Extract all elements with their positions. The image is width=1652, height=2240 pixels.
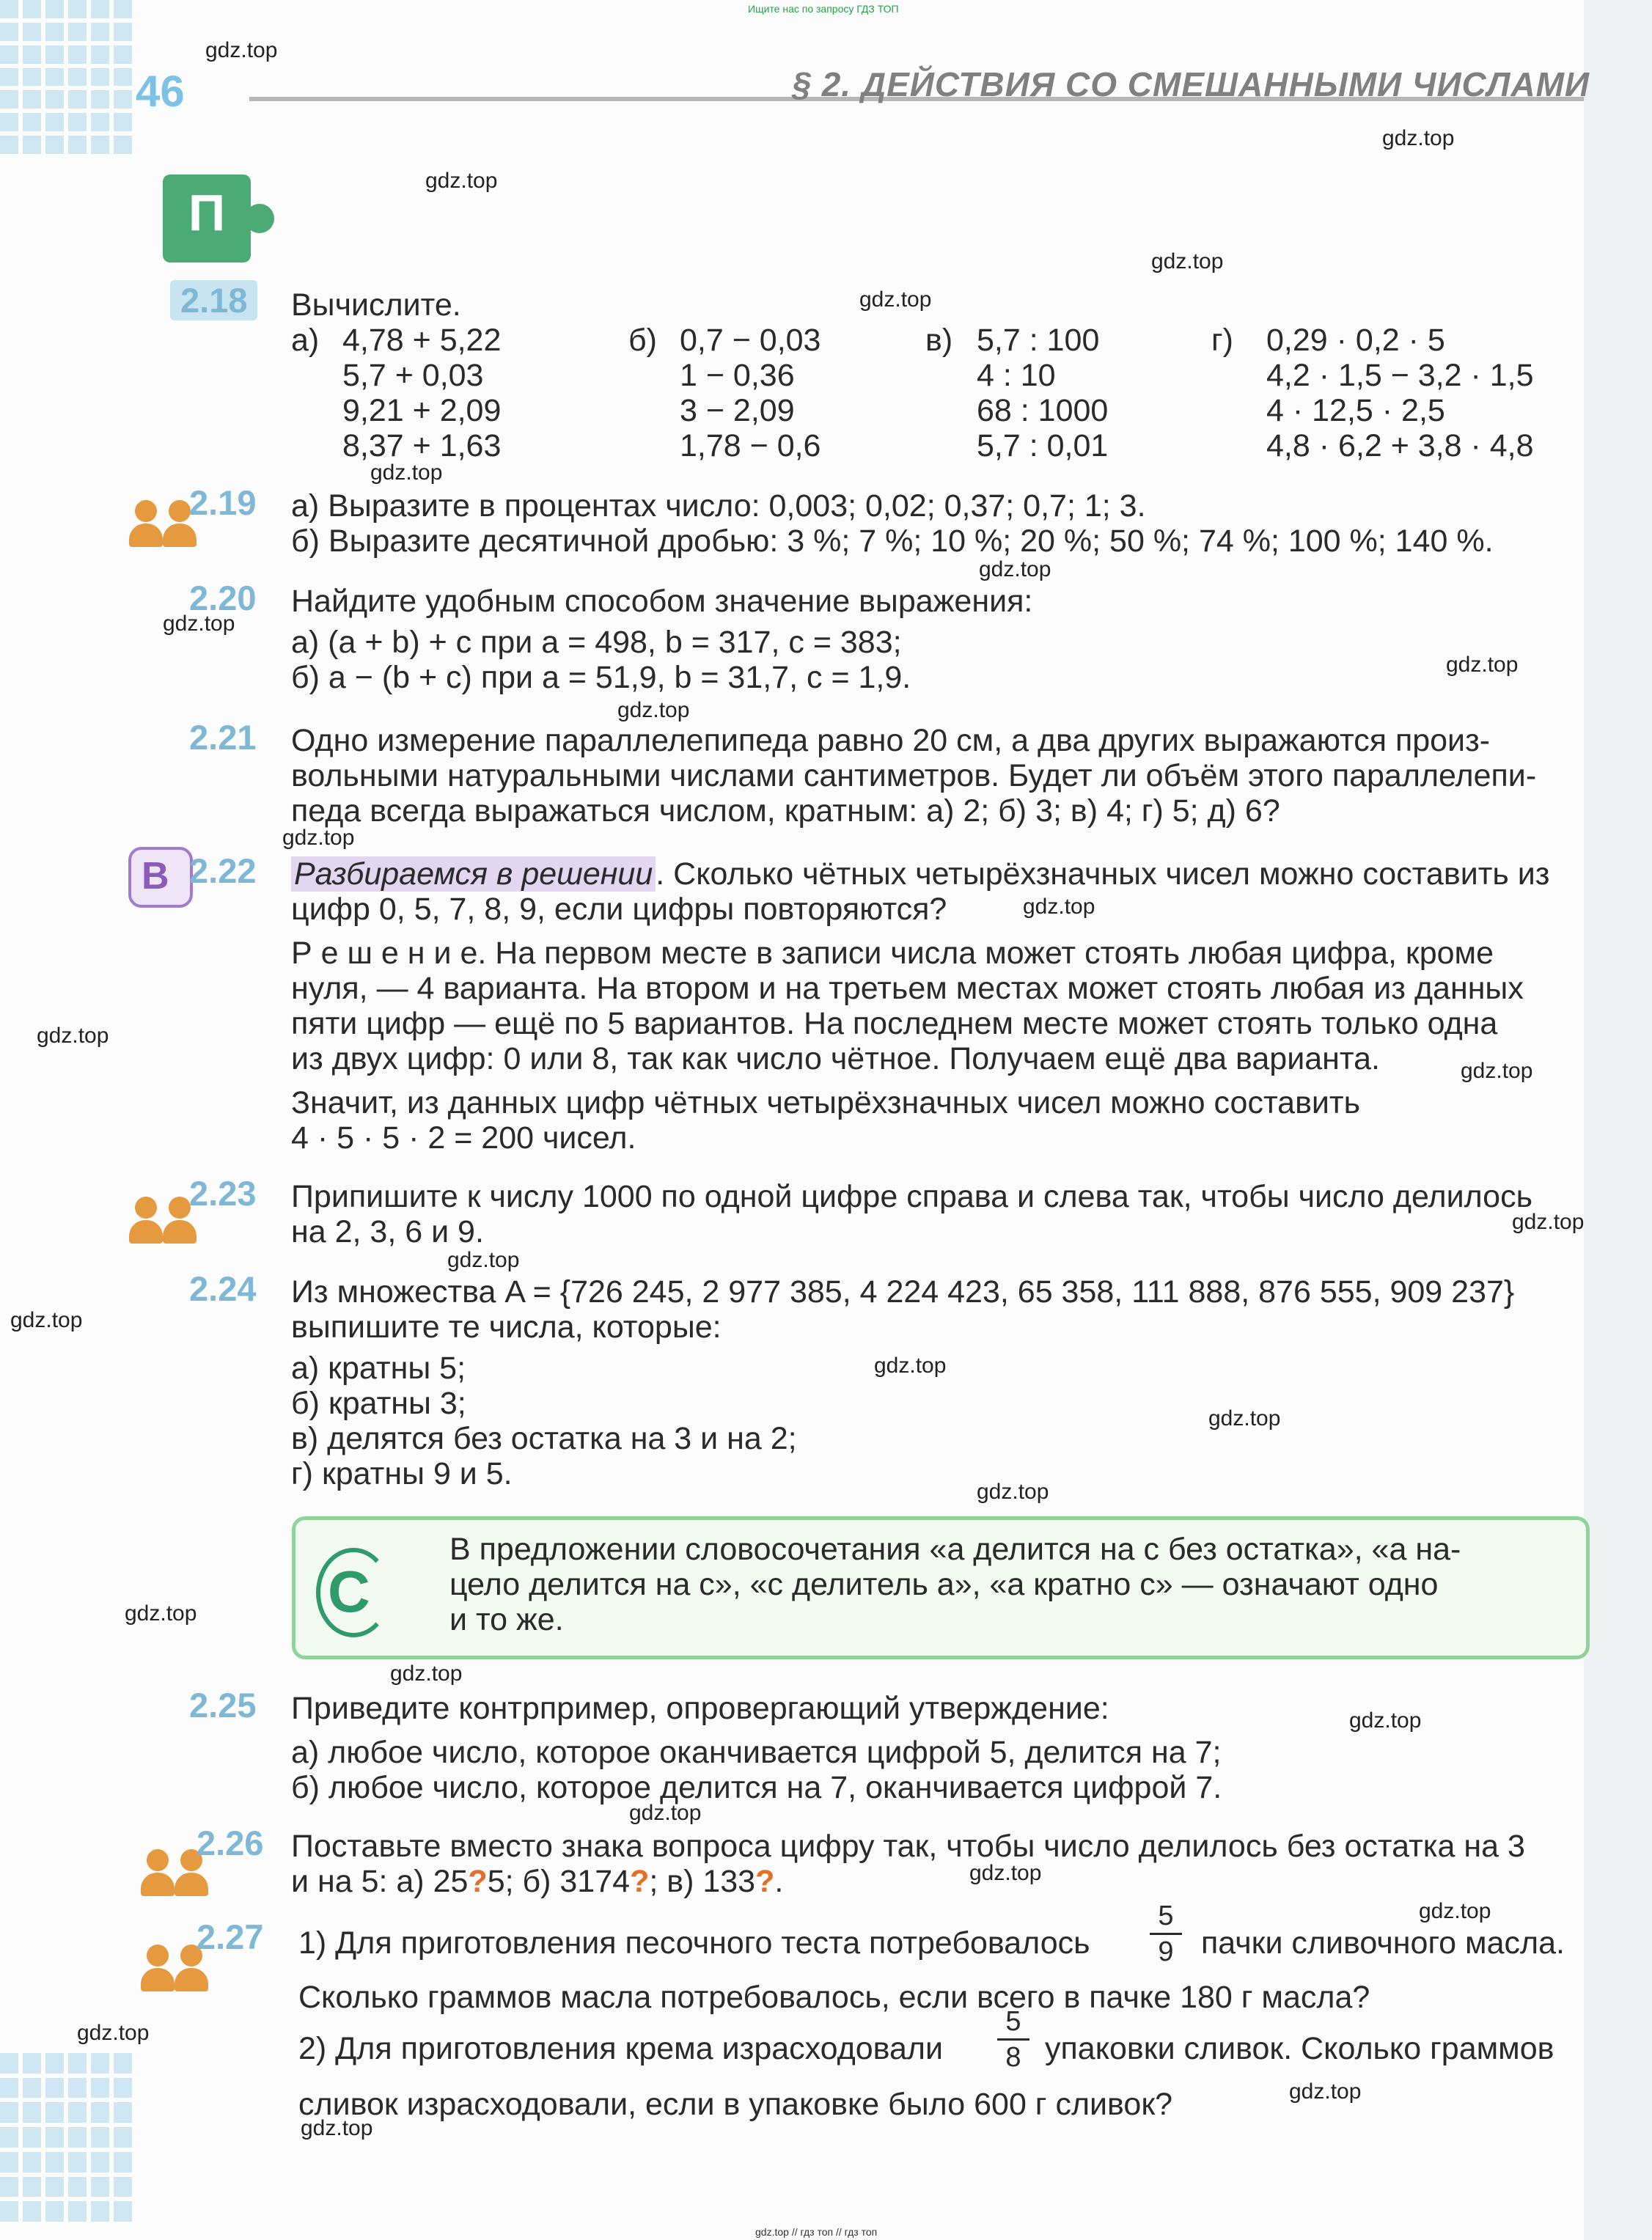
watermark: gdz.top [163,612,235,636]
solution-text: Р е ш е н и е. На первом месте в записи числа может стоять любая цифра, кроме [291,936,1494,971]
problem-text: б) Выразите десятичной дробью: 3 %; 7 %; 10 %; 20 %; 50 %; 74 %; 100 %; 140 %. [291,524,1494,559]
watermark: gdz.top [1512,1210,1585,1234]
fraction: 5 9 [1150,1901,1182,1967]
watermark: gdz.top [1382,126,1455,150]
problem-number: 2.24 [189,1269,257,1308]
watermark: gdz.top [617,698,690,722]
problem-text: Сколько граммов масла потребовалось, если всего в пачке 180 г масла? [298,1980,1370,2015]
note-text: В предложении словосочетания «a делится на c без остатка», «a на- [449,1532,1461,1567]
problem-number: 2.23 [189,1174,257,1213]
watermark: gdz.top [205,38,278,62]
problem-title: Приведите контрпример, опровергающий утверждение: [291,1691,1109,1726]
problem-number: 2.19 [189,483,257,522]
problem-title: Вычислите. [291,287,461,323]
problem-text: а) любое число, которое оканчивается цифрой 5, делится на 7; [291,1735,1222,1770]
problem-text: цифр 0, 5, 7, 8, 9, если цифры повторяются? [291,892,947,927]
problem-text: Поставьте вместо знака вопроса цифру так, чтобы число делилось без остатка на 3 [291,1829,1525,1864]
highlight-label: Разбираемся в решении [291,856,656,892]
page-edge-shadow [1584,0,1652,2240]
problem-text: Одно измерение параллелепипеда равно 20 см, а два других выражаются произ- [291,723,1491,758]
watermark: gdz.top [282,826,355,850]
page-number: 46 [136,67,185,116]
problem-text: на 2, 3, 6 и 9. [291,1214,484,1249]
watermark: gdz.top [1461,1059,1533,1083]
watermark: gdz.top [977,1480,1049,1504]
problem-text: и на 5: а) 25?5; б) 3174?; в) 133?. [291,1864,784,1899]
section-title: § 2. ДЕЙСТВИЯ СО СМЕШАННЫМИ ЧИСЛАМИ [792,65,1590,103]
problem-text: б) a − (b + c) при a = 51,9, b = 31,7, c = 1,9. [291,660,911,695]
problem-text: в) делятся без остатка на 3 и на 2; [291,1421,797,1456]
watermark: gdz.top [37,1024,109,1048]
problem-number: 2.26 [197,1824,264,1862]
problem-number: 2.18 [170,280,257,320]
solution-text: 4 · 5 · 5 · 2 = 200 чисел. [291,1120,636,1156]
problem-text: выпишите те числа, которые: [291,1310,722,1345]
watermark: gdz.top [390,1661,463,1686]
problem-text: сливок израсходовали, если в упаковке было 600 г сливок? [298,2087,1173,2122]
problem-text: вольными натуральными числами сантиметров. Будет ли объём этого параллелепи- [291,758,1537,793]
problem-text: пачки сливочного масла. [1201,1925,1565,1961]
solution-text: Значит, из данных цифр чётных четырёхзначных чисел можно составить [291,1085,1361,1120]
watermark: gdz.top [77,2021,150,2045]
problem-text: педа всегда выражаться числом, кратным: а) 2; б) 3; в) 4; г) 5; д) 6? [291,793,1280,829]
solution-text: пяти цифр — ещё по 5 вариантов. На последнем месте может стоять только одна [291,1006,1498,1041]
problem-number: 2.22 [189,851,257,890]
problem-text: 1) Для приготовления песочного теста потребовалось [298,1925,1090,1961]
problem-text: б) кратны 3; [291,1386,466,1421]
problem-text: б) любое число, которое делится на 7, оканчивается цифрой 7. [291,1770,1222,1805]
problem-number: 2.20 [189,579,257,617]
watermark: gdz.top [301,2116,373,2140]
problem-text: Припишите к числу 1000 по одной цифре справа и слева так, чтобы число делилось [291,1179,1532,1214]
watermark: gdz.top [629,1801,702,1825]
note-badge-icon: С [316,1548,391,1637]
note-text: и то же. [449,1602,564,1637]
watermark: gdz.top [447,1248,520,1272]
problem-title: Найдите удобным способом значение выражения: [291,584,1033,619]
problem-number: 2.21 [189,718,257,757]
watermark: gdz.top [1419,1899,1491,1923]
problem-text: 2) Для приготовления крема израсходовали [298,2031,944,2066]
watermark: gdz.top [979,557,1051,581]
watermark: gdz.top [1023,895,1095,919]
problem-text: г) кратны 9 и 5. [291,1456,513,1491]
watermark: gdz.top [10,1308,83,1332]
problem-text: упаковки сливок. Сколько граммов [1045,2031,1554,2066]
watermark: gdz.top [1349,1708,1422,1733]
watermark: gdz.top [125,1601,197,1626]
note-text: цело делится на c», «c делитель a», «a кратно c» — означают одно [449,1567,1439,1602]
puzzle-icon: П [163,175,251,262]
watermark: gdz.top [425,169,498,193]
watermark: gdz.top [874,1354,947,1378]
watermark: gdz.top [969,1861,1042,1885]
corner-grid-bottom [0,2053,132,2222]
problem-text: а) кратны 5; [291,1351,466,1386]
problem-text: Из множества A = {726 245, 2 977 385, 4 224 423, 65 358, 111 888, 876 555, 909 237} [291,1274,1515,1310]
problem-text: а) (a + b) + c при a = 498, b = 317, c = 383; [291,625,902,660]
problem-text: Разбираемся в решении. Сколько чётных четырёхзначных чисел можно составить из [291,856,1550,892]
solution-text: из двух цифр: 0 или 8, так как число чётное. Получаем ещё два варианта. [291,1041,1380,1076]
watermark: gdz.top [370,460,443,485]
example-badge: В [128,847,193,908]
problem-number: 2.27 [197,1917,264,1956]
watermark: gdz.top [1208,1406,1281,1431]
fraction: 5 8 [997,2006,1029,2073]
top-note: Ищите нас по запросу ГДЗ ТОП [748,3,899,15]
watermark: gdz.top [859,287,932,312]
solution-text: нуля, — 4 варианта. На втором и на третьем местах может стоять любая из данных [291,971,1524,1006]
bottom-note: gdz.top // гдз топ // гдз топ [755,2226,878,2238]
watermark: gdz.top [1151,249,1224,273]
watermark: gdz.top [1446,653,1519,677]
watermark: gdz.top [1289,2079,1362,2104]
problem-number: 2.25 [189,1686,257,1725]
corner-grid-top [0,0,132,154]
note-box [292,1516,1590,1659]
problem-text: а) Выразите в процентах число: 0,003; 0,02; 0,37; 0,7; 1; 3. [291,488,1146,524]
